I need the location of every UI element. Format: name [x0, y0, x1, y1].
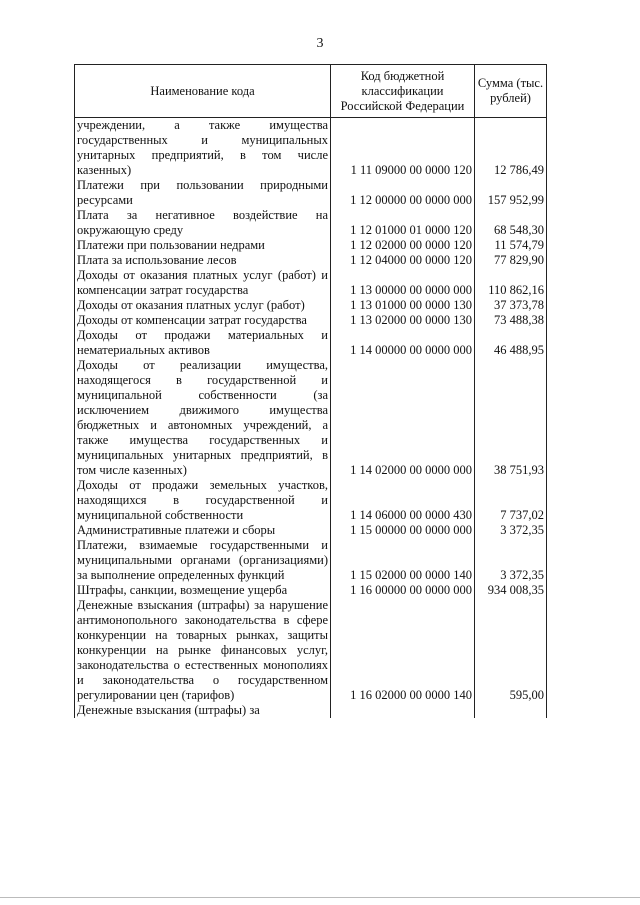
row-code	[331, 703, 475, 718]
budget-table	[74, 64, 547, 718]
row-name: учреждении, а также имущества государственных и муниципальных унитарных предприятий, в том числе казенных)	[75, 118, 331, 179]
row-code: 1 12 01000 01 0000 120	[331, 208, 475, 238]
row-amount: 157 952,99	[475, 178, 547, 208]
row-name: Денежные взыскания (штрафы) за	[75, 703, 331, 718]
table-row	[75, 178, 547, 208]
table-row	[75, 298, 547, 313]
table-row	[75, 253, 547, 268]
row-code: 1 14 02000 00 0000 000	[331, 358, 475, 478]
table-row	[75, 118, 547, 179]
row-amount: 73 488,38	[475, 313, 547, 328]
page-number: 3	[316, 36, 324, 51]
row-amount: 38 751,93	[475, 358, 547, 478]
row-amount: 37 373,78	[475, 298, 547, 313]
table-body	[75, 118, 547, 719]
table-row	[75, 238, 547, 253]
row-code: 1 16 02000 00 0000 140	[331, 598, 475, 703]
row-code: 1 12 02000 00 0000 120	[331, 238, 475, 253]
table-header	[75, 65, 547, 118]
table-row	[75, 478, 547, 523]
row-code: 1 12 00000 00 0000 000	[331, 178, 475, 208]
table-row	[75, 328, 547, 358]
header-name: Наименование кода	[75, 65, 331, 118]
row-code: 1 16 00000 00 0000 000	[331, 583, 475, 598]
row-name: Платежи при пользовании природными ресурсами	[75, 178, 331, 208]
row-amount: 934 008,35	[475, 583, 547, 598]
row-name: Плата за использование лесов	[75, 253, 331, 268]
row-name: Доходы от компенсации затрат государства	[75, 313, 331, 328]
row-amount: 7 737,02	[475, 478, 547, 523]
row-name: Административные платежи и сборы	[75, 523, 331, 538]
table-row	[75, 358, 547, 478]
row-name: Доходы от продажи материальных и нематериальных активов	[75, 328, 331, 358]
row-name: Платежи при пользовании недрами	[75, 238, 331, 253]
header-amount: Сумма (тыс. рублей)	[475, 65, 547, 118]
row-code: 1 12 04000 00 0000 120	[331, 253, 475, 268]
row-name: Доходы от оказания платных услуг (работ) и компенсации затрат государства	[75, 268, 331, 298]
row-code: 1 14 00000 00 0000 000	[331, 328, 475, 358]
table-row	[75, 598, 547, 703]
row-amount	[475, 703, 547, 718]
table-row	[75, 268, 547, 298]
row-code: 1 13 01000 00 0000 130	[331, 298, 475, 313]
table-row	[75, 208, 547, 238]
row-amount: 68 548,30	[475, 208, 547, 238]
row-name: Доходы от продажи земельных участков, находящихся в государственной и муниципальной собственности	[75, 478, 331, 523]
row-code: 1 15 00000 00 0000 000	[331, 523, 475, 538]
table-row	[75, 523, 547, 538]
row-name: Платежи, взимаемые государственными и муниципальными органами (организациями) за выполнение определенных функций	[75, 538, 331, 583]
row-amount: 3 372,35	[475, 523, 547, 538]
table-row	[75, 313, 547, 328]
row-name: Денежные взыскания (штрафы) за нарушение антимонопольного законодательства в сфере конкуренции на товарных рынках, защиты конкуренции на рынке финансовых услуг, законодательства о естественных монополиях и законодательства о государственном регулировании цен (тарифов)	[75, 598, 331, 703]
row-code: 1 14 06000 00 0000 430	[331, 478, 475, 523]
row-name: Доходы от реализации имущества, находящегося в государственной и муниципальной собственности (за исключением движимого имущества бюджетных и автономных учреждений, а также имущества государственных и муниципальных унитарных предприятий, в том числе казенных)	[75, 358, 331, 478]
header-code: Код бюджетной классификации Российской Федерации	[331, 65, 475, 118]
table-row	[75, 703, 547, 718]
table-row	[75, 583, 547, 598]
row-name: Штрафы, санкции, возмещение ущерба	[75, 583, 331, 598]
row-amount: 595,00	[475, 598, 547, 703]
page-bottom-edge	[0, 897, 640, 898]
table-row	[75, 538, 547, 583]
row-amount: 46 488,95	[475, 328, 547, 358]
row-amount: 77 829,90	[475, 253, 547, 268]
row-amount: 110 862,16	[475, 268, 547, 298]
row-amount: 3 372,35	[475, 538, 547, 583]
row-code: 1 13 00000 00 0000 000	[331, 268, 475, 298]
row-name: Доходы от оказания платных услуг (работ)	[75, 298, 331, 313]
row-name: Плата за негативное воздействие на окружающую среду	[75, 208, 331, 238]
row-code: 1 11 09000 00 0000 120	[331, 118, 475, 179]
row-code: 1 15 02000 00 0000 140	[331, 538, 475, 583]
row-amount: 12 786,49	[475, 118, 547, 179]
row-code: 1 13 02000 00 0000 130	[331, 313, 475, 328]
row-amount: 11 574,79	[475, 238, 547, 253]
